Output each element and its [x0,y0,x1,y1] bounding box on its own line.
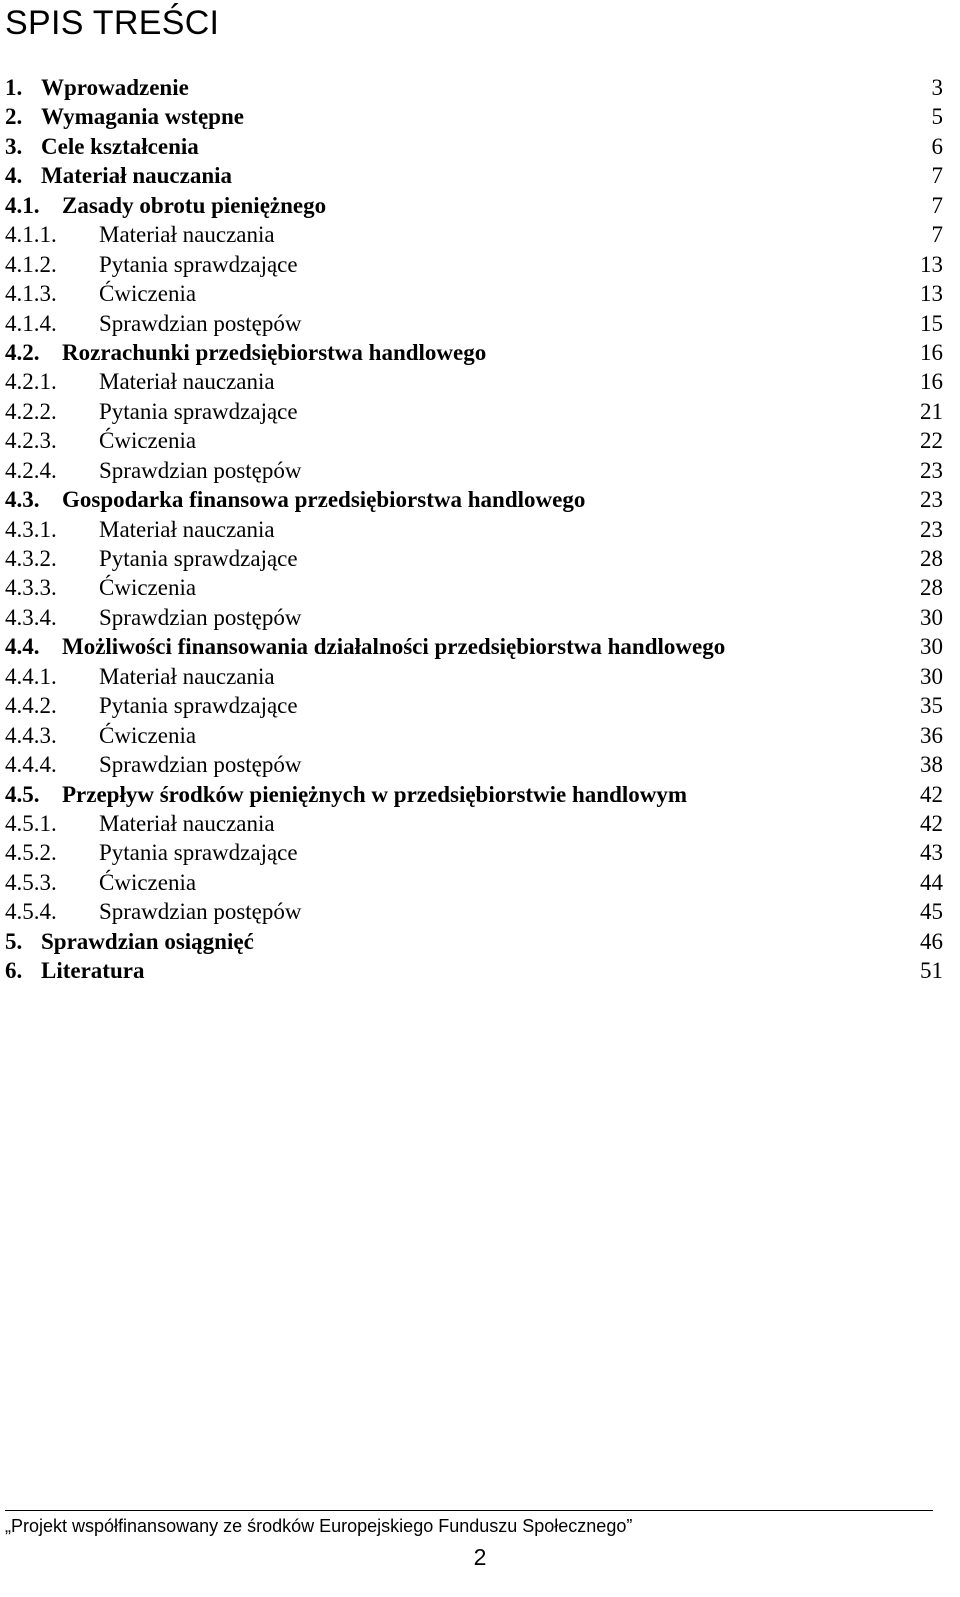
toc-entry-number: 4.3.3. [5,575,57,601]
toc-entry-title: Pytania sprawdzające [99,840,298,866]
toc-entry-title: Materiał nauczania [99,222,275,248]
toc-entry-title: Literatura [41,958,145,984]
toc-entry[interactable] [5,102,960,131]
toc-entry-page: 28 [920,546,943,571]
toc-entry-number: 4.1.1. [5,222,57,248]
toc-entry-number: 4.4.3. [5,722,57,748]
toc-entry[interactable] [5,544,960,573]
toc-entry-title: Ćwiczenia [99,281,197,307]
toc-entry[interactable] [5,632,960,661]
toc-entry-page: 6 [931,133,943,159]
toc-entry-number: 4.1.2. [5,251,57,277]
toc-entry-title: Wprowadzenie [41,75,189,100]
toc-entry-page: 28 [920,575,943,601]
toc-entry[interactable] [5,838,960,867]
toc-entry[interactable] [5,367,960,396]
toc-entry-title: Ćwiczenia [99,428,197,454]
toc-entry-number: 4.1.3. [5,281,57,307]
toc-entry-page: 16 [920,339,943,365]
toc-entry-number: 4.4.4. [5,752,57,778]
toc-entry-number: 4.2.3. [5,428,57,454]
toc-entry-page: 30 [920,663,943,689]
toc-entry[interactable] [5,809,960,838]
toc-entry[interactable] [5,691,960,720]
toc-entry[interactable] [5,573,960,602]
toc-entry-page: 35 [920,693,943,719]
toc-entry-page: 45 [920,899,943,925]
toc-entry-page: 46 [920,928,943,954]
toc-entry-title: Sprawdzian osiągnięć [41,928,254,954]
toc-entry[interactable] [5,750,960,779]
toc-entry[interactable] [5,927,960,956]
toc-entry[interactable] [5,426,960,455]
toc-entry-page: 23 [920,457,943,483]
page-number: 2 [473,1544,487,1570]
toc-entry-number: 4.1. [5,192,40,218]
toc-entry-page: 42 [920,810,943,836]
toc-entry-page: 38 [920,752,943,778]
toc-entry-title: Zasady obrotu pieniężnego [62,192,327,218]
toc-entry[interactable] [5,132,960,161]
toc-entry-title: Materiał nauczania [99,369,275,395]
toc-entry-number: 4.4.1. [5,663,57,689]
toc-entry-number: 4.3. [5,487,40,513]
toc-entry-number: 1. [5,75,23,100]
toc-entry-title: Sprawdzian postępów [99,310,302,336]
toc-entry[interactable] [5,868,960,897]
toc-entry-page: 23 [920,516,943,542]
toc-entry-title: Sprawdzian postępów [99,752,302,778]
toc-entry-title: Materiał nauczania [99,663,275,689]
toc-entry[interactable] [5,662,960,691]
toc-entry[interactable] [5,780,960,809]
toc-entry-page: 21 [920,398,943,424]
toc-entry[interactable] [5,191,960,220]
toc-entry[interactable] [5,338,960,367]
toc-entry-title: Przepływ środków pieniężnych w przedsiębiorstwie handlowym [62,781,688,807]
toc-entry-number: 6. [5,958,23,984]
toc-entry[interactable] [5,220,960,249]
toc-entry-number: 4.3.1. [5,516,57,542]
toc-entry-number: 5. [5,928,23,954]
toc-entry-page: 13 [920,251,943,277]
toc-entry-number: 4.3.4. [5,604,57,630]
toc-entry-number: 4.1.4. [5,310,57,336]
toc-entry-number: 4.5. [5,781,40,807]
toc-entry-page: 30 [920,634,943,660]
toc-entry-title: Ćwiczenia [99,869,197,895]
toc-entry[interactable] [5,956,960,985]
toc-entry-number: 4. [5,163,23,189]
toc-entry-title: Sprawdzian postępów [99,457,302,483]
toc-entry-number: 4.5.1. [5,810,57,836]
toc-entry[interactable] [5,515,960,544]
toc-entry[interactable] [5,456,960,485]
toc-entry-page: 36 [920,722,943,748]
toc-entry[interactable] [5,73,960,102]
page-title: SPIS TREŚCI [5,4,220,42]
toc-entry-page: 3 [931,75,943,100]
toc-entry-title: Pytania sprawdzające [99,398,298,424]
footer-divider [5,1510,933,1511]
toc-entry-title: Sprawdzian postępów [99,899,302,925]
toc-entry-page: 23 [920,487,943,513]
toc-entry-title: Pytania sprawdzające [99,251,298,277]
toc-entry-number: 4.2.1. [5,369,57,395]
toc-entry-number: 4.5.4. [5,899,57,925]
toc-entry-page: 43 [920,840,943,866]
toc-entry-page: 7 [931,192,943,218]
toc-entry-title: Materiał nauczania [99,810,275,836]
toc-entry-title: Wymagania wstępne [41,104,244,130]
toc-entry-number: 4.4. [5,634,40,660]
toc-entry-page: 44 [920,869,943,895]
toc-entry[interactable] [5,721,960,750]
toc-entry-page: 15 [920,310,943,336]
toc-entry-title: Cele kształcenia [41,133,199,159]
toc-entry[interactable] [5,161,960,190]
toc-entry-number: 2. [5,104,23,130]
footer-text: „Projekt współfinansowany ze środków Europejskiego Funduszu Społecznego” [5,1516,633,1536]
toc-entry-title: Materiał nauczania [99,516,275,542]
toc-entry-title: Ćwiczenia [99,575,197,601]
toc-entry[interactable] [5,309,960,338]
toc-entry-number: 4.3.2. [5,546,57,571]
toc-entry-title: Sprawdzian postępów [99,604,302,630]
table-of-contents [5,73,960,986]
toc-entry[interactable] [5,603,960,632]
toc-entry-page: 5 [931,104,943,130]
toc-entry-page: 42 [920,781,943,807]
toc-entry-title: Gospodarka finansowa przedsiębiorstwa handlowego [62,487,586,513]
toc-entry-title: Pytania sprawdzające [99,546,298,571]
toc-entry-page: 16 [920,369,943,395]
toc-entry-page: 51 [920,958,943,984]
toc-entry-number: 4.5.2. [5,840,57,866]
toc-entry-title: Materiał nauczania [41,163,232,189]
toc-entry-number: 4.2. [5,339,40,365]
toc-entry-page: 22 [920,428,943,454]
toc-entry-title: Rozrachunki przedsiębiorstwa handlowego [62,339,487,365]
toc-entry-number: 4.2.2. [5,398,57,424]
toc-entry[interactable] [5,279,960,308]
toc-entry-page: 7 [931,163,943,189]
toc-entry[interactable] [5,250,960,279]
toc-entry-title: Możliwości finansowania działalności przedsiębiorstwa handlowego [62,634,726,660]
toc-entry[interactable] [5,897,960,926]
toc-entry-number: 3. [5,133,23,159]
toc-entry-number: 4.2.4. [5,457,57,483]
toc-entry-number: 4.4.2. [5,693,57,719]
toc-entry[interactable] [5,485,960,514]
toc-entry[interactable] [5,397,960,426]
toc-entry-title: Pytania sprawdzające [99,693,298,719]
toc-entry-title: Ćwiczenia [99,722,197,748]
toc-entry-page: 7 [931,222,943,248]
toc-entry-number: 4.5.3. [5,869,57,895]
toc-entry-page: 13 [920,281,943,307]
toc-entry-page: 30 [920,604,943,630]
